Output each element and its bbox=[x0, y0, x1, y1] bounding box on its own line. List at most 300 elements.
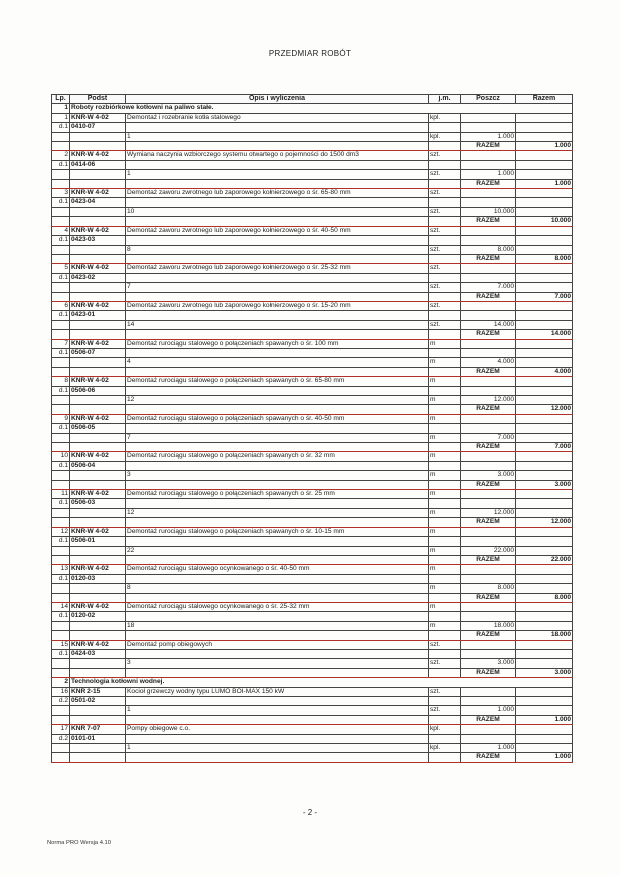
razem-label: RAZEM bbox=[461, 292, 516, 301]
item-razem-blank-2 bbox=[516, 396, 573, 405]
razem-value: 12.000 bbox=[516, 518, 573, 527]
item-razem-blank-2 bbox=[516, 358, 573, 367]
item-lp-blank bbox=[52, 546, 70, 555]
item-unit: kpl. bbox=[429, 725, 461, 734]
item-razem-blank bbox=[516, 461, 573, 470]
item-poszcz-empty bbox=[461, 339, 516, 348]
item-quantity-expr: 10 bbox=[126, 207, 429, 216]
item-razem-blank bbox=[516, 424, 573, 433]
item-razem-blank-2 bbox=[516, 546, 573, 555]
item-unit-blank bbox=[429, 537, 461, 546]
item-lp-blank bbox=[52, 706, 70, 715]
razem-value: 3.000 bbox=[516, 668, 573, 677]
table-row bbox=[52, 339, 573, 348]
item-quantity-expr: 4 bbox=[126, 358, 429, 367]
item-ref: d.1 bbox=[52, 273, 70, 282]
item-razem-blank bbox=[516, 386, 573, 395]
item-podst: KNR-W 4-02 bbox=[70, 339, 126, 348]
item-razem-empty bbox=[516, 301, 573, 310]
item-lp: 14 bbox=[52, 602, 70, 611]
razem-value: 1.000 bbox=[516, 715, 573, 724]
item-razem-blank bbox=[516, 499, 573, 508]
item-razem-empty bbox=[516, 527, 573, 536]
item-blank bbox=[126, 612, 429, 621]
item-lp-blank bbox=[52, 170, 70, 179]
item-podst: KNR-W 4-02 bbox=[70, 113, 126, 122]
item-blank bbox=[126, 537, 429, 546]
razem-label: RAZEM bbox=[461, 179, 516, 188]
sum-podst-blank bbox=[70, 480, 126, 489]
item-unit-2: szt. bbox=[429, 170, 461, 179]
item-unit-2: szt. bbox=[429, 207, 461, 216]
table-row bbox=[52, 734, 573, 743]
item-ref: d.2 bbox=[52, 734, 70, 743]
sum-lp-blank bbox=[52, 480, 70, 489]
item-razem-blank-2 bbox=[516, 659, 573, 668]
table-row bbox=[52, 602, 573, 611]
sum-opis-blank bbox=[126, 753, 429, 762]
table-row bbox=[52, 377, 573, 386]
item-lp: 10 bbox=[52, 452, 70, 461]
sum-opis-blank bbox=[126, 254, 429, 263]
sum-opis-blank bbox=[126, 330, 429, 339]
item-blank bbox=[126, 236, 429, 245]
item-quantity-expr: 12 bbox=[126, 508, 429, 517]
item-ref: d.1 bbox=[52, 649, 70, 658]
item-razem-blank bbox=[516, 198, 573, 207]
item-quantity-expr: 3 bbox=[126, 659, 429, 668]
item-podst-blank bbox=[70, 207, 126, 216]
item-description: Demontaż zaworu zwrotnego lub zaporowego kołnierzowego o śr. 65-80 mm bbox=[126, 189, 429, 198]
item-quantity-expr: 1 bbox=[126, 132, 429, 141]
table-row bbox=[52, 367, 573, 376]
item-ref: d.1 bbox=[52, 499, 70, 508]
item-description: Demontaż rurociągu stalowego o połączeniach spawanych o śr. 10-15 mm bbox=[126, 527, 429, 536]
item-podst-blank bbox=[70, 358, 126, 367]
razem-label: RAZEM bbox=[461, 518, 516, 527]
item-poszcz-blank bbox=[461, 499, 516, 508]
item-lp-blank bbox=[52, 396, 70, 405]
item-razem-blank bbox=[516, 348, 573, 357]
item-razem-empty bbox=[516, 151, 573, 160]
item-lp-blank bbox=[52, 207, 70, 216]
table-row bbox=[52, 273, 573, 282]
header-lp: Lp. bbox=[52, 95, 70, 104]
item-podst-code: 0506-01 bbox=[70, 537, 126, 546]
section-row bbox=[52, 678, 573, 687]
item-podst: KNR-W 4-02 bbox=[70, 452, 126, 461]
sum-podst-blank bbox=[70, 254, 126, 263]
item-razem-blank bbox=[516, 574, 573, 583]
item-unit-blank bbox=[429, 123, 461, 132]
razem-value: 1.000 bbox=[516, 753, 573, 762]
item-razem-blank-2 bbox=[516, 170, 573, 179]
table-body bbox=[52, 104, 573, 762]
item-razem-empty bbox=[516, 339, 573, 348]
item-poszcz-blank bbox=[461, 311, 516, 320]
sum-unit-blank bbox=[429, 367, 461, 376]
table-row bbox=[52, 217, 573, 226]
item-quantity-expr: 7 bbox=[126, 433, 429, 442]
item-poszcz-empty bbox=[461, 301, 516, 310]
item-poszcz-empty bbox=[461, 113, 516, 122]
table-row bbox=[52, 236, 573, 245]
software-version: Norma PRO Wersja 4.10 bbox=[47, 840, 112, 846]
item-razem-blank bbox=[516, 537, 573, 546]
item-lp: 9 bbox=[52, 414, 70, 423]
table-row bbox=[52, 584, 573, 593]
item-ref: d.1 bbox=[52, 198, 70, 207]
sum-opis-blank bbox=[126, 179, 429, 188]
item-unit-2: szt. bbox=[429, 706, 461, 715]
sum-opis-blank bbox=[126, 367, 429, 376]
item-unit-2: szt. bbox=[429, 283, 461, 292]
item-description: Demontaż rurociągu stalowego o połączeniach spawanych o śr. 65-80 mm bbox=[126, 377, 429, 386]
table-row bbox=[52, 461, 573, 470]
item-podst-blank bbox=[70, 396, 126, 405]
item-unit-blank bbox=[429, 612, 461, 621]
sum-unit-blank bbox=[429, 292, 461, 301]
item-quantity-expr: 18 bbox=[126, 621, 429, 630]
table-row bbox=[52, 123, 573, 132]
item-ref: d.1 bbox=[52, 123, 70, 132]
item-razem-blank bbox=[516, 236, 573, 245]
table-row bbox=[52, 565, 573, 574]
item-unit: szt. bbox=[429, 189, 461, 198]
sum-lp-blank bbox=[52, 254, 70, 263]
sum-unit-blank bbox=[429, 593, 461, 602]
sum-unit-blank bbox=[429, 631, 461, 640]
razem-label: RAZEM bbox=[461, 217, 516, 226]
table-row bbox=[52, 311, 573, 320]
item-podst-blank bbox=[70, 621, 126, 630]
item-poszcz-empty bbox=[461, 490, 516, 499]
item-poszcz: 10.000 bbox=[461, 207, 516, 216]
table-header-row bbox=[52, 95, 573, 104]
item-poszcz: 3.000 bbox=[461, 659, 516, 668]
item-quantity-expr: 12 bbox=[126, 396, 429, 405]
razem-label: RAZEM bbox=[461, 753, 516, 762]
item-description: Wymiana naczynia wzbiorczego systemu otwartego o pojemności do 1500 dm3 bbox=[126, 151, 429, 160]
sum-unit-blank bbox=[429, 217, 461, 226]
razem-value: 18.000 bbox=[516, 631, 573, 640]
table-row bbox=[52, 151, 573, 160]
sum-opis-blank bbox=[126, 443, 429, 452]
item-podst-blank bbox=[70, 584, 126, 593]
item-description: Demontaż zaworu zwrotnego lub zaporowego kołnierzowego o śr. 40-50 mm bbox=[126, 226, 429, 235]
sum-unit-blank bbox=[429, 405, 461, 414]
sum-lp-blank bbox=[52, 668, 70, 677]
razem-value: 3.000 bbox=[516, 480, 573, 489]
item-quantity-expr: 22 bbox=[126, 546, 429, 555]
item-podst-blank bbox=[70, 283, 126, 292]
sum-unit-blank bbox=[429, 753, 461, 762]
section-row bbox=[52, 104, 573, 113]
razem-label: RAZEM bbox=[461, 367, 516, 376]
item-razem-empty bbox=[516, 226, 573, 235]
item-podst-code: 0120-02 bbox=[70, 612, 126, 621]
item-razem-blank-2 bbox=[516, 132, 573, 141]
item-podst-blank bbox=[70, 132, 126, 141]
item-razem-empty bbox=[516, 687, 573, 696]
item-razem-blank-2 bbox=[516, 584, 573, 593]
item-podst: KNR-W 4-02 bbox=[70, 189, 126, 198]
table-row bbox=[52, 546, 573, 555]
item-unit-blank bbox=[429, 348, 461, 357]
item-lp: 11 bbox=[52, 490, 70, 499]
item-poszcz: 8.000 bbox=[461, 245, 516, 254]
item-quantity-expr: 14 bbox=[126, 320, 429, 329]
item-poszcz-empty bbox=[461, 527, 516, 536]
table-row bbox=[52, 405, 573, 414]
item-poszcz: 7.000 bbox=[461, 283, 516, 292]
item-unit: m bbox=[429, 377, 461, 386]
section-lp: 1 bbox=[52, 104, 70, 113]
item-unit-blank bbox=[429, 734, 461, 743]
sum-lp-blank bbox=[52, 292, 70, 301]
sum-lp-blank bbox=[52, 555, 70, 564]
item-blank bbox=[126, 697, 429, 706]
razem-value: 14.000 bbox=[516, 330, 573, 339]
item-unit: m bbox=[429, 565, 461, 574]
item-podst-code: 0506-03 bbox=[70, 499, 126, 508]
item-poszcz-empty bbox=[461, 687, 516, 696]
item-poszcz: 12.000 bbox=[461, 508, 516, 517]
item-unit: m bbox=[429, 414, 461, 423]
table-row bbox=[52, 320, 573, 329]
section-name: Roboty rozbiórkowe kotłowni na paliwo stałe. bbox=[70, 104, 573, 113]
item-razem-blank bbox=[516, 123, 573, 132]
item-unit: m bbox=[429, 602, 461, 611]
sum-unit-blank bbox=[429, 555, 461, 564]
item-description: Demontaż i rozebranie kotła stalowego bbox=[126, 113, 429, 122]
item-poszcz-empty bbox=[461, 725, 516, 734]
item-lp-blank bbox=[52, 621, 70, 630]
table-row bbox=[52, 452, 573, 461]
estimate-table bbox=[51, 94, 573, 763]
item-blank bbox=[126, 123, 429, 132]
table-row bbox=[52, 612, 573, 621]
sum-podst-blank bbox=[70, 217, 126, 226]
item-unit-blank bbox=[429, 311, 461, 320]
item-razem-empty bbox=[516, 414, 573, 423]
item-quantity-expr: 8 bbox=[126, 245, 429, 254]
sum-podst-blank bbox=[70, 668, 126, 677]
item-podst-code: 0410-07 bbox=[70, 123, 126, 132]
sum-lp-blank bbox=[52, 593, 70, 602]
sum-unit-blank bbox=[429, 254, 461, 263]
header-razem: Razem bbox=[516, 95, 573, 104]
item-lp: 5 bbox=[52, 264, 70, 273]
sum-opis-blank bbox=[126, 631, 429, 640]
table-row bbox=[52, 170, 573, 179]
table-row bbox=[52, 593, 573, 602]
item-lp: 6 bbox=[52, 301, 70, 310]
sum-opis-blank bbox=[126, 593, 429, 602]
item-poszcz-empty bbox=[461, 226, 516, 235]
item-blank bbox=[126, 198, 429, 207]
sum-opis-blank bbox=[126, 405, 429, 414]
item-unit-2: m bbox=[429, 396, 461, 405]
item-podst: KNR-W 4-02 bbox=[70, 527, 126, 536]
item-blank bbox=[126, 461, 429, 470]
item-podst-blank bbox=[70, 433, 126, 442]
table-row bbox=[52, 207, 573, 216]
item-podst-code: 0120-03 bbox=[70, 574, 126, 583]
table-row bbox=[52, 358, 573, 367]
sum-podst-blank bbox=[70, 715, 126, 724]
document-title: PRZEDMIAR ROBÓT bbox=[268, 49, 352, 58]
item-ref: d.1 bbox=[52, 348, 70, 357]
item-blank bbox=[126, 273, 429, 282]
item-unit: m bbox=[429, 339, 461, 348]
item-podst-code: 0423-01 bbox=[70, 311, 126, 320]
item-razem-blank-2 bbox=[516, 433, 573, 442]
razem-value: 1.000 bbox=[516, 142, 573, 151]
item-razem-empty bbox=[516, 377, 573, 386]
table-row bbox=[52, 527, 573, 536]
item-unit-2: szt. bbox=[429, 320, 461, 329]
item-razem-blank-2 bbox=[516, 471, 573, 480]
item-lp-blank bbox=[52, 283, 70, 292]
item-description: Demontaż rurociągu stalowego o połączeniach spawanych o śr. 100 mm bbox=[126, 339, 429, 348]
item-podst-blank bbox=[70, 320, 126, 329]
item-unit-blank bbox=[429, 649, 461, 658]
table-row bbox=[52, 424, 573, 433]
sum-podst-blank bbox=[70, 367, 126, 376]
item-quantity-expr: 8 bbox=[126, 584, 429, 593]
table-row bbox=[52, 706, 573, 715]
item-blank bbox=[126, 649, 429, 658]
item-podst-code: 0423-02 bbox=[70, 273, 126, 282]
item-ref: d.1 bbox=[52, 574, 70, 583]
item-lp: 12 bbox=[52, 527, 70, 536]
table-row bbox=[52, 179, 573, 188]
item-poszcz: 8.000 bbox=[461, 584, 516, 593]
item-ref: d.2 bbox=[52, 697, 70, 706]
sum-opis-blank bbox=[126, 292, 429, 301]
table-row bbox=[52, 264, 573, 273]
item-unit: szt. bbox=[429, 151, 461, 160]
item-podst-code: 0424-03 bbox=[70, 649, 126, 658]
razem-label: RAZEM bbox=[461, 631, 516, 640]
item-podst: KNR-W 4-02 bbox=[70, 414, 126, 423]
table-row bbox=[52, 753, 573, 762]
item-razem-empty bbox=[516, 264, 573, 273]
item-lp-blank bbox=[52, 584, 70, 593]
item-lp: 3 bbox=[52, 189, 70, 198]
item-razem-blank bbox=[516, 273, 573, 282]
item-podst-code: 0506-07 bbox=[70, 348, 126, 357]
sum-unit-blank bbox=[429, 518, 461, 527]
item-unit-blank bbox=[429, 424, 461, 433]
item-lp: 7 bbox=[52, 339, 70, 348]
table-row bbox=[52, 697, 573, 706]
razem-value: 22.000 bbox=[516, 555, 573, 564]
item-podst-code: 0101-01 bbox=[70, 734, 126, 743]
sum-unit-blank bbox=[429, 179, 461, 188]
item-razem-empty bbox=[516, 602, 573, 611]
item-poszcz: 1.000 bbox=[461, 744, 516, 753]
header-jm: j.m. bbox=[429, 95, 461, 104]
item-razem-blank-2 bbox=[516, 320, 573, 329]
item-razem-blank bbox=[516, 734, 573, 743]
table-row bbox=[52, 508, 573, 517]
razem-label: RAZEM bbox=[461, 330, 516, 339]
item-lp-blank bbox=[52, 320, 70, 329]
item-ref: d.1 bbox=[52, 537, 70, 546]
item-podst: KNR 2-15 bbox=[70, 687, 126, 696]
item-poszcz: 18.000 bbox=[461, 621, 516, 630]
item-podst: KNR-W 4-02 bbox=[70, 151, 126, 160]
razem-label: RAZEM bbox=[461, 668, 516, 677]
item-poszcz-blank bbox=[461, 273, 516, 282]
table-row bbox=[52, 687, 573, 696]
item-lp: 15 bbox=[52, 640, 70, 649]
item-razem-blank-2 bbox=[516, 744, 573, 753]
table-row bbox=[52, 649, 573, 658]
item-poszcz-blank bbox=[461, 424, 516, 433]
item-razem-empty bbox=[516, 113, 573, 122]
item-unit: szt. bbox=[429, 640, 461, 649]
table-row bbox=[52, 254, 573, 263]
sum-opis-blank bbox=[126, 668, 429, 677]
sum-podst-blank bbox=[70, 593, 126, 602]
item-quantity-expr: 1 bbox=[126, 744, 429, 753]
item-lp: 13 bbox=[52, 565, 70, 574]
item-poszcz-empty bbox=[461, 151, 516, 160]
sum-podst-blank bbox=[70, 330, 126, 339]
razem-label: RAZEM bbox=[461, 254, 516, 263]
item-unit-2: m bbox=[429, 471, 461, 480]
sum-opis-blank bbox=[126, 715, 429, 724]
sum-lp-blank bbox=[52, 631, 70, 640]
razem-value: 1.000 bbox=[516, 179, 573, 188]
item-podst: KNR-W 4-02 bbox=[70, 301, 126, 310]
razem-label: RAZEM bbox=[461, 142, 516, 151]
item-poszcz-empty bbox=[461, 189, 516, 198]
item-poszcz-blank bbox=[461, 734, 516, 743]
item-lp-blank bbox=[52, 744, 70, 753]
item-poszcz-blank bbox=[461, 160, 516, 169]
sum-lp-blank bbox=[52, 443, 70, 452]
item-description: Kocioł grzewczy wodny typu LUMO BOI-MAX 150 kW bbox=[126, 687, 429, 696]
sum-lp-blank bbox=[52, 753, 70, 762]
item-podst-code: 0423-03 bbox=[70, 236, 126, 245]
table-row bbox=[52, 480, 573, 489]
item-podst: KNR-W 4-02 bbox=[70, 640, 126, 649]
item-lp: 16 bbox=[52, 687, 70, 696]
sum-lp-blank bbox=[52, 405, 70, 414]
item-unit-2: m bbox=[429, 584, 461, 593]
item-podst-code: 0506-04 bbox=[70, 461, 126, 470]
item-lp-blank bbox=[52, 471, 70, 480]
item-unit: m bbox=[429, 452, 461, 461]
sum-opis-blank bbox=[126, 555, 429, 564]
item-poszcz: 7.000 bbox=[461, 433, 516, 442]
item-poszcz-empty bbox=[461, 264, 516, 273]
razem-label: RAZEM bbox=[461, 405, 516, 414]
table-row bbox=[52, 499, 573, 508]
item-podst-blank bbox=[70, 744, 126, 753]
sum-podst-blank bbox=[70, 555, 126, 564]
item-unit-blank bbox=[429, 273, 461, 282]
item-unit-blank bbox=[429, 499, 461, 508]
item-quantity-expr: 3 bbox=[126, 471, 429, 480]
table-row bbox=[52, 283, 573, 292]
table-row bbox=[52, 640, 573, 649]
razem-value: 7.000 bbox=[516, 292, 573, 301]
